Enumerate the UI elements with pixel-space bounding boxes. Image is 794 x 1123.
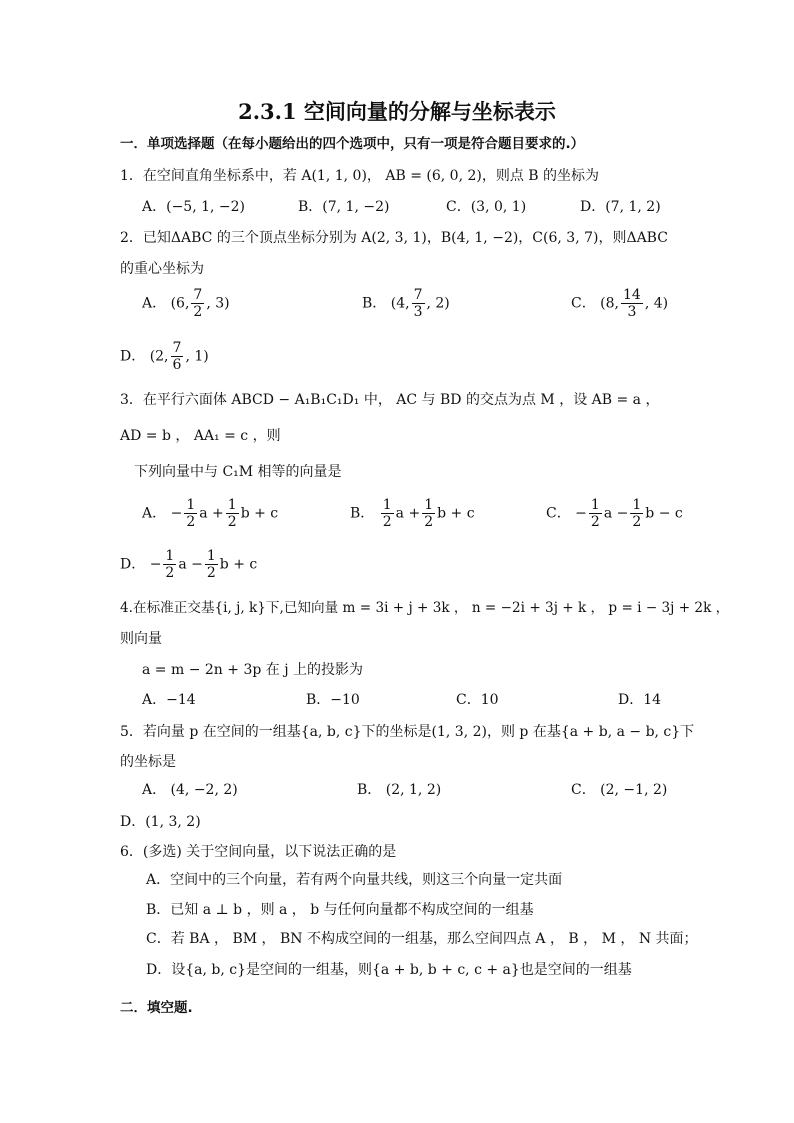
question-2-option-c: C． (8, $\frac{14}{3}$ , 4) [571, 287, 669, 320]
question-5-option-d: D．(1, 3, 2) [120, 814, 201, 830]
question-5-option-b: B． (2, 1, 2) [357, 782, 442, 798]
question-4-option-c: C．10 [456, 692, 499, 708]
question-4-option-b: B．−10 [306, 692, 360, 708]
section-heading-single-choice: 一．单项选择题（在每小题给出的四个选项中，只有一项是符合题目要求的.） [120, 136, 585, 152]
question-4-option-a: A．−14 [142, 692, 196, 708]
question-1-stem: 1．在空间直角坐标系中，若 A(1, 1, 0)， AB = (6, 0, 2)，则点 B 的坐标为 [120, 168, 600, 184]
question-2-option-d: D． (2, $\frac{7}{6}$ , 1) [120, 340, 209, 373]
question-5-option-a: A． (4, −2, 2) [142, 782, 238, 798]
question-6-option-d: D．设{a, b, c}是空间的一组基，则{a + b, b + c, c + a}也是空间的一组基 [146, 962, 632, 978]
question-1-option-c: C．(3, 0, 1) [446, 199, 527, 215]
question-6-option-a: A．空间中的三个向量，若有两个向量共线，则这三个向量一定共面 [146, 872, 563, 888]
question-4-option-d: D．14 [618, 692, 662, 708]
question-4-stem-continued: 则向量 [120, 631, 162, 647]
question-6-option-b: B．已知 a ⊥ b ，则 a ， b 与任何向量都不构成空间的一组基 [146, 902, 534, 918]
page-title: 2.3.1 空间向量的分解与坐标表示 [238, 99, 556, 124]
question-2-option-a: A． (6, $\frac{7}{2}$ , 3) [142, 287, 230, 320]
question-1-option-b: B．(7, 1, −2) [298, 199, 390, 215]
question-3-option-b: B． $\frac{1}{2}$ a + $\frac{1}{2}$ b + c [350, 497, 475, 530]
question-2-stem-continued: 的重心坐标为 [120, 261, 204, 277]
question-3-option-a: A． − $\frac{1}{2}$ a + $\frac{1}{2}$ b + c [142, 497, 279, 530]
question-1-option-a: A．(−5, 1, −2) [142, 199, 246, 215]
question-6-option-c: C．若 BA ， BM ， BN 不构成空间的一组基，那么空间四点 A ， B ， M ， N 共面； [146, 931, 698, 947]
question-3-option-c: C． − $\frac{1}{2}$ a − $\frac{1}{2}$ b − c [546, 497, 683, 530]
question-4-stem-expression: a = m − 2n + 3p 在 j 上的投影为 [142, 662, 363, 678]
question-5-stem-continued: 的坐标是 [120, 754, 176, 770]
question-5-stem: 5．若向量 p 在空间的一组基{a, b, c}下的坐标是(1, 3, 2)，则 p 在基{a + b, a − b, c}下 [120, 724, 695, 740]
question-3-option-d: D． − $\frac{1}{2}$ a − $\frac{1}{2}$ b + c [120, 548, 258, 581]
question-1-option-d: D．(7, 1, 2) [580, 199, 661, 215]
question-4-stem: 4.在标准正交基{i, j, k}下,已知向量 m = 3i + j + 3k ， n = −2i + 3j + k ， p = i − 3j + 2k ， [120, 600, 730, 616]
question-3-stem: 3．在平行六面体 ABCD − A₁B₁C₁D₁ 中， AC 与 BD 的交点为点 M ，设 AB = a ， [120, 392, 660, 408]
section-heading-fill-blank: 二．填空题. [120, 1000, 193, 1016]
question-5-option-c: C． (2, −1, 2) [571, 782, 668, 798]
question-2-option-b: B． (4, $\frac{7}{3}$ , 2) [362, 287, 450, 320]
question-3-stem-prompt: 下列向量中与 C₁M 相等的向量是 [134, 464, 342, 480]
question-3-stem-continued: AD = b ， AA₁ = c ，则 [120, 428, 281, 444]
question-2-stem: 2．已知ΔABC 的三个顶点坐标分别为 A(2, 3, 1)，B(4, 1, −2)，C(6, 3, 7)，则ΔABC [120, 230, 668, 246]
question-6-stem: 6．(多选) 关于空间向量，以下说法正确的是 [120, 844, 397, 860]
